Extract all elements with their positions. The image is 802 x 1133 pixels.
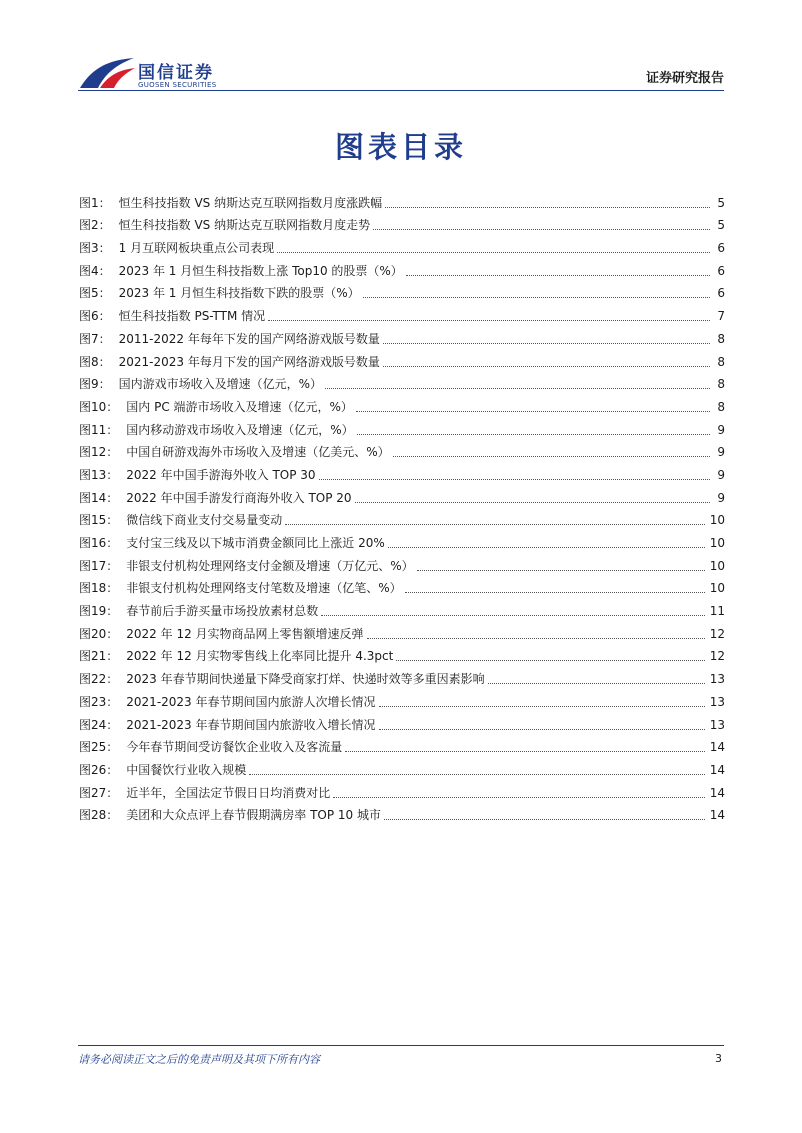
toc-dot-leader xyxy=(379,729,705,730)
toc-entry[interactable] xyxy=(79,279,725,302)
toc-dot-leader xyxy=(388,547,705,548)
toc-entry-label: 图9： xyxy=(79,377,111,392)
toc-entry-label: 图25： xyxy=(79,740,119,755)
toc-entry[interactable] xyxy=(79,574,725,597)
toc-entry-page: 12 xyxy=(709,649,725,664)
toc-entry-page: 10 xyxy=(709,513,725,528)
toc-entry[interactable] xyxy=(79,460,725,483)
toc-entry[interactable] xyxy=(79,778,725,801)
toc-entry-page: 14 xyxy=(709,740,725,755)
toc-entry-title[interactable]: 国内 PC 端游市场收入及增速（亿元，%） xyxy=(126,399,353,414)
toc-entry-title[interactable]: 2022 年 12 月实物零售线上化率同比提升 4.3pct xyxy=(126,649,394,664)
toc-entry-page: 6 xyxy=(717,286,725,301)
toc-entry-title[interactable]: 恒生科技指数 VS 纳斯达克互联网指数月度走势 xyxy=(118,218,371,233)
toc-entry-title[interactable]: 支付宝三线及以下城市消费金额同比上涨近 20% xyxy=(126,536,385,550)
toc-entry[interactable] xyxy=(79,347,725,370)
toc-dot-leader xyxy=(345,751,704,752)
toc-entry-page: 7 xyxy=(717,309,725,324)
toc-dot-leader xyxy=(379,706,705,707)
toc-entry-title[interactable]: 国内移动游戏市场收入及增速（亿元，%） xyxy=(126,422,354,437)
toc-entry[interactable] xyxy=(79,551,725,574)
toc-entry[interactable] xyxy=(79,710,725,733)
toc-entry-title[interactable]: 中国自研游戏海外市场收入及增速（亿美元、%） xyxy=(126,445,390,460)
toc-dot-leader xyxy=(325,388,710,389)
toc-entry-page: 10 xyxy=(709,558,725,573)
toc-entry-label: 图1： xyxy=(79,195,111,210)
toc-dot-leader xyxy=(356,411,710,412)
toc-entry-title[interactable]: 2023 年 1 月恒生科技指数下跌的股票（%） xyxy=(118,286,360,301)
toc-entry-title[interactable]: 2021-2023 年每月下发的国产网络游戏版号数量 xyxy=(118,354,380,369)
toc-entry-page: 14 xyxy=(709,785,725,800)
toc-entry-page: 5 xyxy=(717,195,725,210)
toc-entry-title[interactable]: 2023 年 1 月恒生科技指数上涨 Top10 的股票（%） xyxy=(118,263,403,278)
toc-entry-title[interactable]: 今年春节期间受访餐饮企业收入及客流量 xyxy=(126,740,343,755)
toc-entry[interactable] xyxy=(79,801,725,824)
toc-entry-label: 图2： xyxy=(79,218,111,233)
toc-entry-label: 图28： xyxy=(79,808,119,823)
guosen-logo xyxy=(78,54,228,94)
toc-dot-leader xyxy=(277,252,710,253)
toc-entry-label: 图14： xyxy=(79,490,119,505)
page-number: 3 xyxy=(715,1052,722,1065)
toc-entry-page: 6 xyxy=(717,263,725,278)
toc-entry-label: 图15： xyxy=(79,513,119,528)
table-of-figures xyxy=(79,188,725,823)
toc-entry[interactable] xyxy=(79,596,725,619)
toc-entry-label: 图11： xyxy=(79,422,119,437)
toc-entry-label: 图12： xyxy=(79,445,119,460)
toc-entry-title[interactable]: 2021-2023 年春节期间国内旅游人次增长情况 xyxy=(126,694,376,709)
toc-dot-leader xyxy=(333,797,704,798)
toc-entry-title[interactable]: 非银支付机构处理网络支付金额及增速（万亿元、%） xyxy=(126,558,414,573)
toc-entry[interactable] xyxy=(79,256,725,279)
toc-entry[interactable] xyxy=(79,664,725,687)
toc-dot-leader xyxy=(373,229,710,230)
toc-dot-leader xyxy=(406,275,710,276)
toc-entry-page: 8 xyxy=(717,354,725,369)
toc-dot-leader xyxy=(321,615,704,616)
toc-entry-label: 图21： xyxy=(79,649,119,664)
report-type-label: 证券研究报告 xyxy=(645,71,724,86)
page-header xyxy=(0,0,802,100)
toc-entry-page: 9 xyxy=(717,490,725,505)
toc-entry-page: 11 xyxy=(709,604,725,619)
toc-entry-label: 图20： xyxy=(79,626,119,641)
toc-entry-label: 图4： xyxy=(79,263,111,278)
toc-entry[interactable] xyxy=(79,528,725,551)
toc-entry-page: 8 xyxy=(717,399,725,414)
toc-entry-title[interactable]: 非银支付机构处理网络支付笔数及增速（亿笔、%） xyxy=(126,581,402,596)
toc-entry-page: 13 xyxy=(709,717,725,732)
toc-entry-label: 图26： xyxy=(79,762,119,777)
toc-entry[interactable] xyxy=(79,370,725,393)
toc-entry-title[interactable]: 2011-2022 年每年下发的国产网络游戏版号数量 xyxy=(118,331,380,346)
toc-entry[interactable] xyxy=(79,233,725,256)
toc-entry[interactable] xyxy=(79,392,725,415)
toc-dot-leader xyxy=(417,570,705,571)
toc-entry[interactable] xyxy=(79,506,725,529)
toc-entry-title[interactable]: 1 月互联网板块重点公司表现 xyxy=(118,241,275,256)
toc-entry[interactable] xyxy=(79,438,725,461)
toc-entry-label: 图22： xyxy=(79,672,119,687)
toc-entry-title[interactable]: 2022 年中国手游海外收入 TOP 30 xyxy=(126,467,316,482)
toc-entry-label: 图7： xyxy=(79,331,111,346)
toc-dot-leader xyxy=(249,774,704,775)
toc-entry-title[interactable]: 2022 年中国手游发行商海外收入 TOP 20 xyxy=(126,490,352,505)
toc-entry-page: 14 xyxy=(709,762,725,777)
toc-entry-label: 图13： xyxy=(79,467,119,482)
guosen-logo-icon xyxy=(78,54,136,92)
toc-entry-title[interactable]: 近半年，全国法定节假日日均消费对比 xyxy=(126,785,331,800)
toc-entry[interactable] xyxy=(79,687,725,710)
toc-entry-label: 图27： xyxy=(79,785,119,800)
toc-dot-leader xyxy=(367,638,705,639)
toc-entry[interactable] xyxy=(79,415,725,438)
footer-disclaimer: 请务必阅读正文之后的免责声明及其项下所有内容 xyxy=(78,1053,320,1066)
toc-entry-page: 10 xyxy=(709,581,725,596)
page-title: 图表目录 xyxy=(334,130,467,164)
toc-entry-page: 13 xyxy=(709,694,725,709)
logo-chinese-name: 国信证券 xyxy=(138,63,214,83)
toc-entry-label: 图10： xyxy=(79,399,119,414)
toc-entry-label: 图19： xyxy=(79,604,119,619)
toc-entry[interactable] xyxy=(79,188,725,211)
toc-entry-label: 图8： xyxy=(79,354,111,369)
toc-dot-leader xyxy=(405,592,705,593)
toc-entry-title[interactable]: 中国餐饮行业收入规模 xyxy=(126,762,247,777)
toc-entry[interactable] xyxy=(79,733,725,756)
toc-dot-leader xyxy=(385,207,710,208)
toc-entry-page: 9 xyxy=(717,445,725,460)
toc-entry-title[interactable]: 2022 年 12 月实物商品网上零售额增速反弹 xyxy=(126,626,364,641)
footer-divider xyxy=(78,1045,724,1046)
toc-entry-page: 14 xyxy=(709,808,725,823)
toc-entry[interactable] xyxy=(79,483,725,506)
toc-dot-leader xyxy=(268,320,710,321)
toc-entry-page: 12 xyxy=(709,626,725,641)
toc-dot-leader xyxy=(393,456,710,457)
toc-entry-label: 图17： xyxy=(79,558,119,573)
toc-entry-label: 图24： xyxy=(79,717,119,732)
toc-dot-leader xyxy=(363,297,710,298)
toc-entry-page: 10 xyxy=(709,536,725,550)
toc-dot-leader xyxy=(357,434,710,435)
toc-entry-title[interactable]: 春节前后手游买量市场投放素材总数 xyxy=(126,604,319,619)
toc-entry[interactable] xyxy=(79,642,725,665)
toc-entry-label: 图3： xyxy=(79,241,111,256)
toc-entry[interactable] xyxy=(79,619,725,642)
header-divider xyxy=(78,90,724,91)
toc-dot-leader xyxy=(319,479,710,480)
toc-entry-page: 9 xyxy=(717,467,725,482)
toc-dot-leader xyxy=(384,819,705,820)
toc-entry-title[interactable]: 微信线下商业支付交易量变动 xyxy=(126,513,283,528)
toc-entry-label: 图16： xyxy=(79,536,119,550)
toc-entry-title[interactable]: 恒生科技指数 VS 纳斯达克互联网指数月度涨跌幅 xyxy=(118,195,383,210)
toc-entry-label: 图23： xyxy=(79,694,119,709)
toc-entry-page: 13 xyxy=(709,672,725,687)
toc-dot-leader xyxy=(383,343,710,344)
toc-dot-leader xyxy=(488,683,705,684)
logo-english-name: GUOSEN SECURITIES xyxy=(138,81,217,89)
toc-entry[interactable] xyxy=(79,211,725,234)
toc-entry-title[interactable]: 恒生科技指数 PS-TTM 情况 xyxy=(118,309,266,324)
toc-entry-label: 图6： xyxy=(79,309,111,324)
toc-entry-title[interactable]: 2023 年春节期间快递量下降受商家打烊、快递时效等多重因素影响 xyxy=(126,672,485,687)
toc-dot-leader xyxy=(396,660,704,661)
toc-entry-title[interactable]: 2021-2023 年春节期间国内旅游收入增长情况 xyxy=(126,717,376,732)
toc-entry-label: 图18： xyxy=(79,581,119,596)
toc-entry-page: 6 xyxy=(717,241,725,256)
toc-entry-page: 5 xyxy=(717,218,725,233)
toc-dot-leader xyxy=(383,366,710,367)
toc-dot-leader xyxy=(285,524,704,525)
toc-entry-title[interactable]: 美团和大众点评上春节假期满房率 TOP 10 城市 xyxy=(126,808,382,823)
toc-entry-label: 图5： xyxy=(79,286,111,301)
toc-entry[interactable] xyxy=(79,301,725,324)
toc-dot-leader xyxy=(355,502,710,503)
toc-entry-title[interactable]: 国内游戏市场收入及增速（亿元，%） xyxy=(118,377,323,392)
toc-entry-page: 8 xyxy=(717,377,725,392)
toc-entry-page: 9 xyxy=(717,422,725,437)
toc-entry[interactable] xyxy=(79,324,725,347)
toc-entry-page: 8 xyxy=(717,331,725,346)
toc-entry[interactable] xyxy=(79,755,725,778)
